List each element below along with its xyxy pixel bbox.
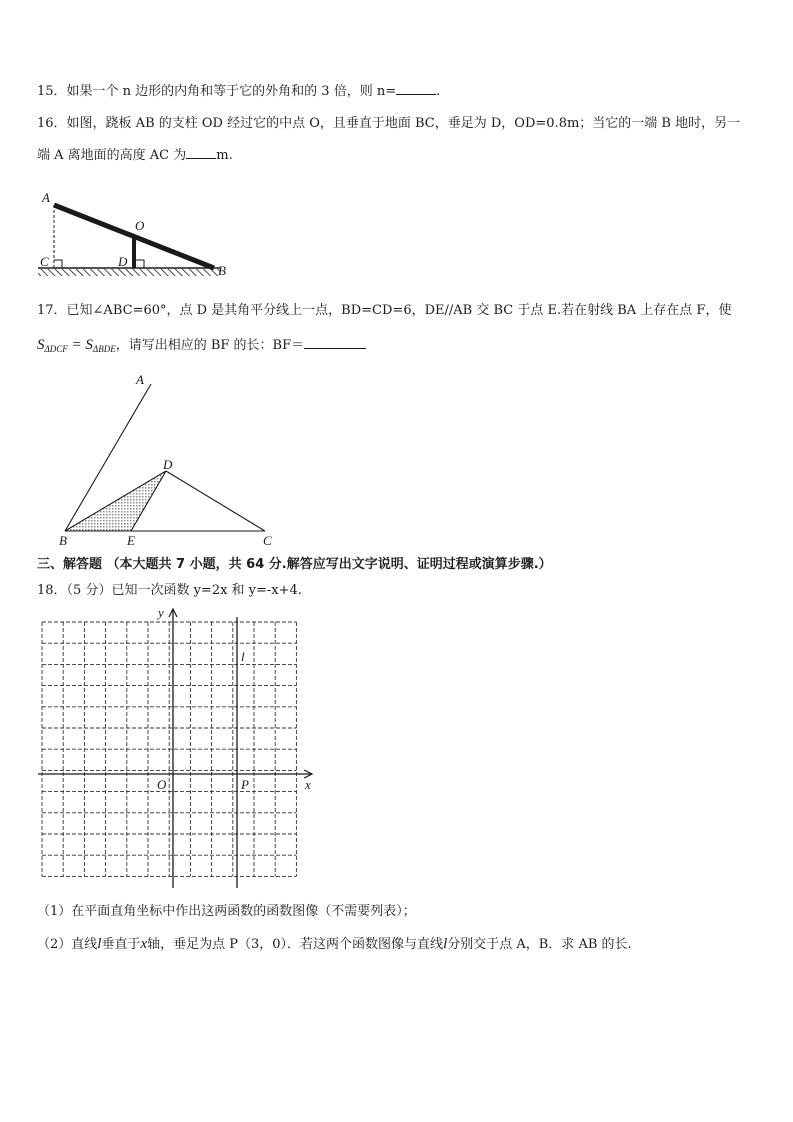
q18-part2-a: （2）直线 bbox=[37, 937, 98, 952]
q18-part2-x: x bbox=[140, 936, 148, 952]
q18-part2-l2: l bbox=[443, 936, 448, 952]
seesaw-figure bbox=[30, 188, 230, 283]
label-A: A bbox=[42, 190, 50, 205]
label-P: P bbox=[241, 777, 249, 792]
ground-hatch bbox=[38, 269, 220, 276]
equals-sign: = bbox=[67, 337, 86, 353]
label-B: B bbox=[218, 263, 226, 278]
q18-part2-b: 垂直于 bbox=[101, 937, 141, 952]
question-17-line2 bbox=[37, 336, 366, 358]
area-bde: $S_{\Delta BDE}$ bbox=[85, 337, 116, 354]
q18-part2-l1: l bbox=[97, 936, 102, 952]
question-15 bbox=[37, 82, 440, 101]
q15-text: 15．如果一个 n 边形的内角和等于它的外角和的 3 倍，则 n= bbox=[37, 84, 397, 99]
label-y: y bbox=[158, 605, 164, 620]
question-18-part1: （1）在平面直角坐标中作出这两函数的函数图像（不需要列表）； bbox=[37, 904, 416, 919]
triangle-figure bbox=[55, 370, 285, 550]
label-O: O bbox=[157, 777, 167, 792]
q18-part2-d: 分别交于点 A，B．求 AB 的长. bbox=[447, 937, 632, 952]
q18-part2-c: 轴，垂足为点 P（3，0）．若这两个函数图像与直线 bbox=[147, 937, 444, 952]
grid-lines bbox=[42, 622, 296, 876]
q16-line2-post: m. bbox=[216, 148, 233, 163]
question-17-line1: 17．已知∠ABC=60°，点 D 是其角平分线上一点，BD=CD=6，DE//AB 交 BC 于点 E.若在射线 BA 上存在点 F，使 bbox=[37, 303, 732, 318]
label-l: l bbox=[241, 649, 245, 664]
question-18-part2 bbox=[37, 935, 632, 954]
label-C: C bbox=[40, 254, 49, 269]
q17-answer-blank[interactable] bbox=[304, 336, 366, 349]
q16-line2-pre: 端 A 离地面的高度 AC 为 bbox=[37, 148, 187, 163]
area-dcf: $S_{\Delta DCF}$ bbox=[37, 337, 68, 354]
label-E: E bbox=[127, 533, 135, 548]
label-D: D bbox=[163, 457, 173, 472]
q17-line2-post: ，请写出相应的 BF 的长：BF＝ bbox=[115, 338, 305, 353]
label-D: D bbox=[118, 254, 128, 269]
question-16-line2 bbox=[37, 146, 233, 165]
right-angle-d bbox=[136, 260, 144, 268]
label-C: C bbox=[263, 533, 272, 548]
label-B: B bbox=[59, 533, 67, 548]
label-O: O bbox=[135, 218, 145, 233]
question-16-line1: 16．如图，跷板 AB 的支柱 OD 经过它的中点 O，且垂直于地面 BC，垂足为 D，OD=0.8m；当它的一端 B 地时，另一 bbox=[37, 116, 741, 131]
section-3-heading: 三、解答题 （本大题共 7 小题，共 64 分.解答应写出文字说明、证明过程或演算步骤.） bbox=[37, 557, 552, 572]
label-x: x bbox=[305, 777, 311, 792]
right-angle-c bbox=[54, 260, 62, 268]
segment-dc bbox=[166, 471, 265, 531]
q15-end: . bbox=[436, 84, 441, 99]
question-18-intro: 18．（5 分）已知一次函数 y=2x 和 y=-x+4. bbox=[37, 583, 302, 598]
label-A: A bbox=[136, 372, 144, 387]
coordinate-grid bbox=[30, 605, 320, 895]
q15-answer-blank[interactable] bbox=[396, 82, 436, 95]
q16-answer-blank[interactable] bbox=[186, 146, 216, 159]
